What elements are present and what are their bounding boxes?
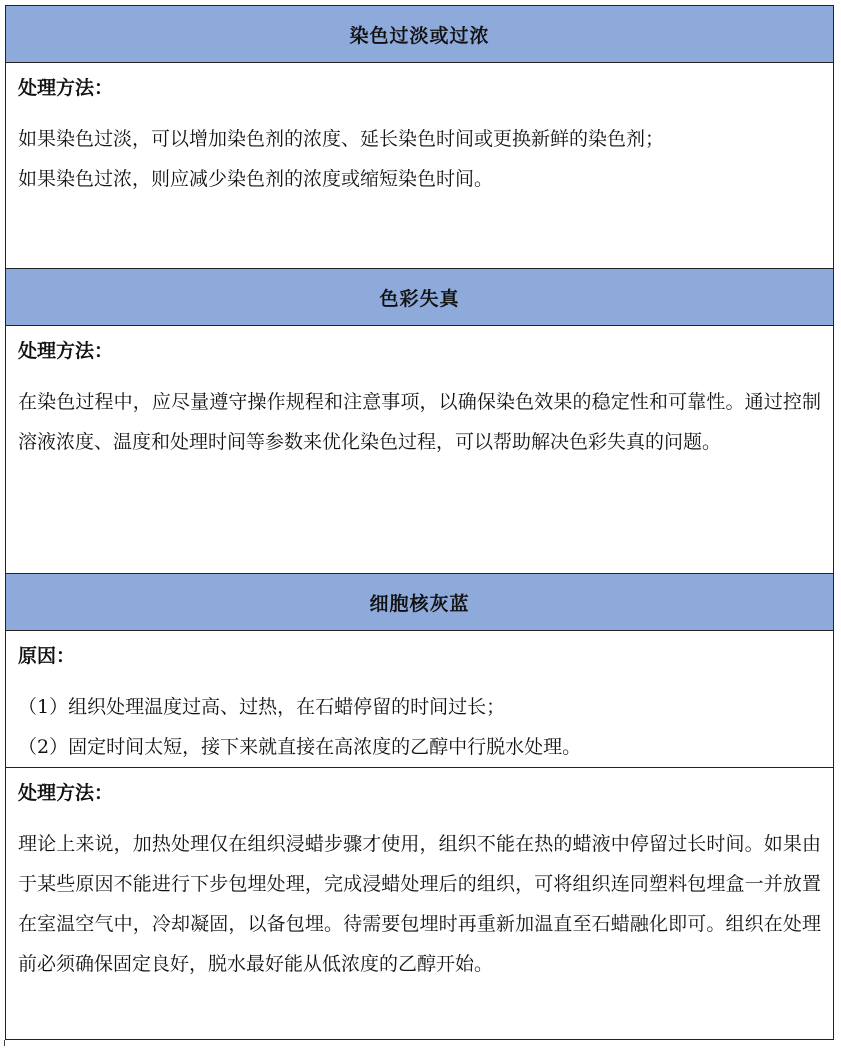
method-text <box>18 119 821 199</box>
cause-label: 原因： <box>18 645 76 667</box>
section-header-color-distortion: 色彩失真 <box>6 269 834 326</box>
section-cause-nucleus-gray-blue <box>6 631 834 768</box>
section-header-stain-intensity: 染色过淡或过浓 <box>6 6 834 63</box>
section-header-nucleus-gray-blue: 细胞核灰蓝 <box>6 574 834 631</box>
method-line: 如果染色过浓，则应减少染色剂的浓度或缩短染色时间。 <box>18 168 494 190</box>
method-text: 在染色过程中，应尽量遵守操作规程和注意事项，以确保染色效果的稳定性和可靠性。通过控制溶液浓度、温度和处理时间等参数来优化染色过程，可以帮助解决色彩失真的问题。 <box>18 391 821 453</box>
section-content-color-distortion <box>6 326 834 574</box>
section-method-nucleus-gray-blue <box>6 768 834 1040</box>
method-label: 处理方法： <box>18 782 114 804</box>
cause-line: （1）组织处理温度过高、过热，在石蜡停留的时间过长； <box>18 696 506 718</box>
page-edge-mark <box>4 1040 5 1046</box>
section-content-stain-intensity <box>6 63 834 269</box>
method-label: 处理方法： <box>18 340 114 362</box>
method-text: 理论上来说，加热处理仅在组织浸蜡步骤才使用，组织不能在热的蜡液中停留过长时间。如果由于某些原因不能进行下步包埋处理，完成浸蜡处理后的组织，可将组织连同塑料包埋盒一并放置在室温空气中，冷却凝固，以备包埋。待需要包埋时再重新加温直至石蜡融化即可。组织在处理前必须确保固定良好，脱水最好能从低浓度的乙醇开始。 <box>18 833 821 975</box>
document-table <box>5 5 834 1040</box>
method-label: 处理方法： <box>18 77 114 99</box>
cause-text <box>18 687 821 767</box>
cause-line: （2）固定时间太短，接下来就直接在高浓度的乙醇中行脱水处理。 <box>18 736 582 758</box>
method-line: 如果染色过淡，可以增加染色剂的浓度、延长染色时间或更换新鲜的染色剂； <box>18 128 665 150</box>
